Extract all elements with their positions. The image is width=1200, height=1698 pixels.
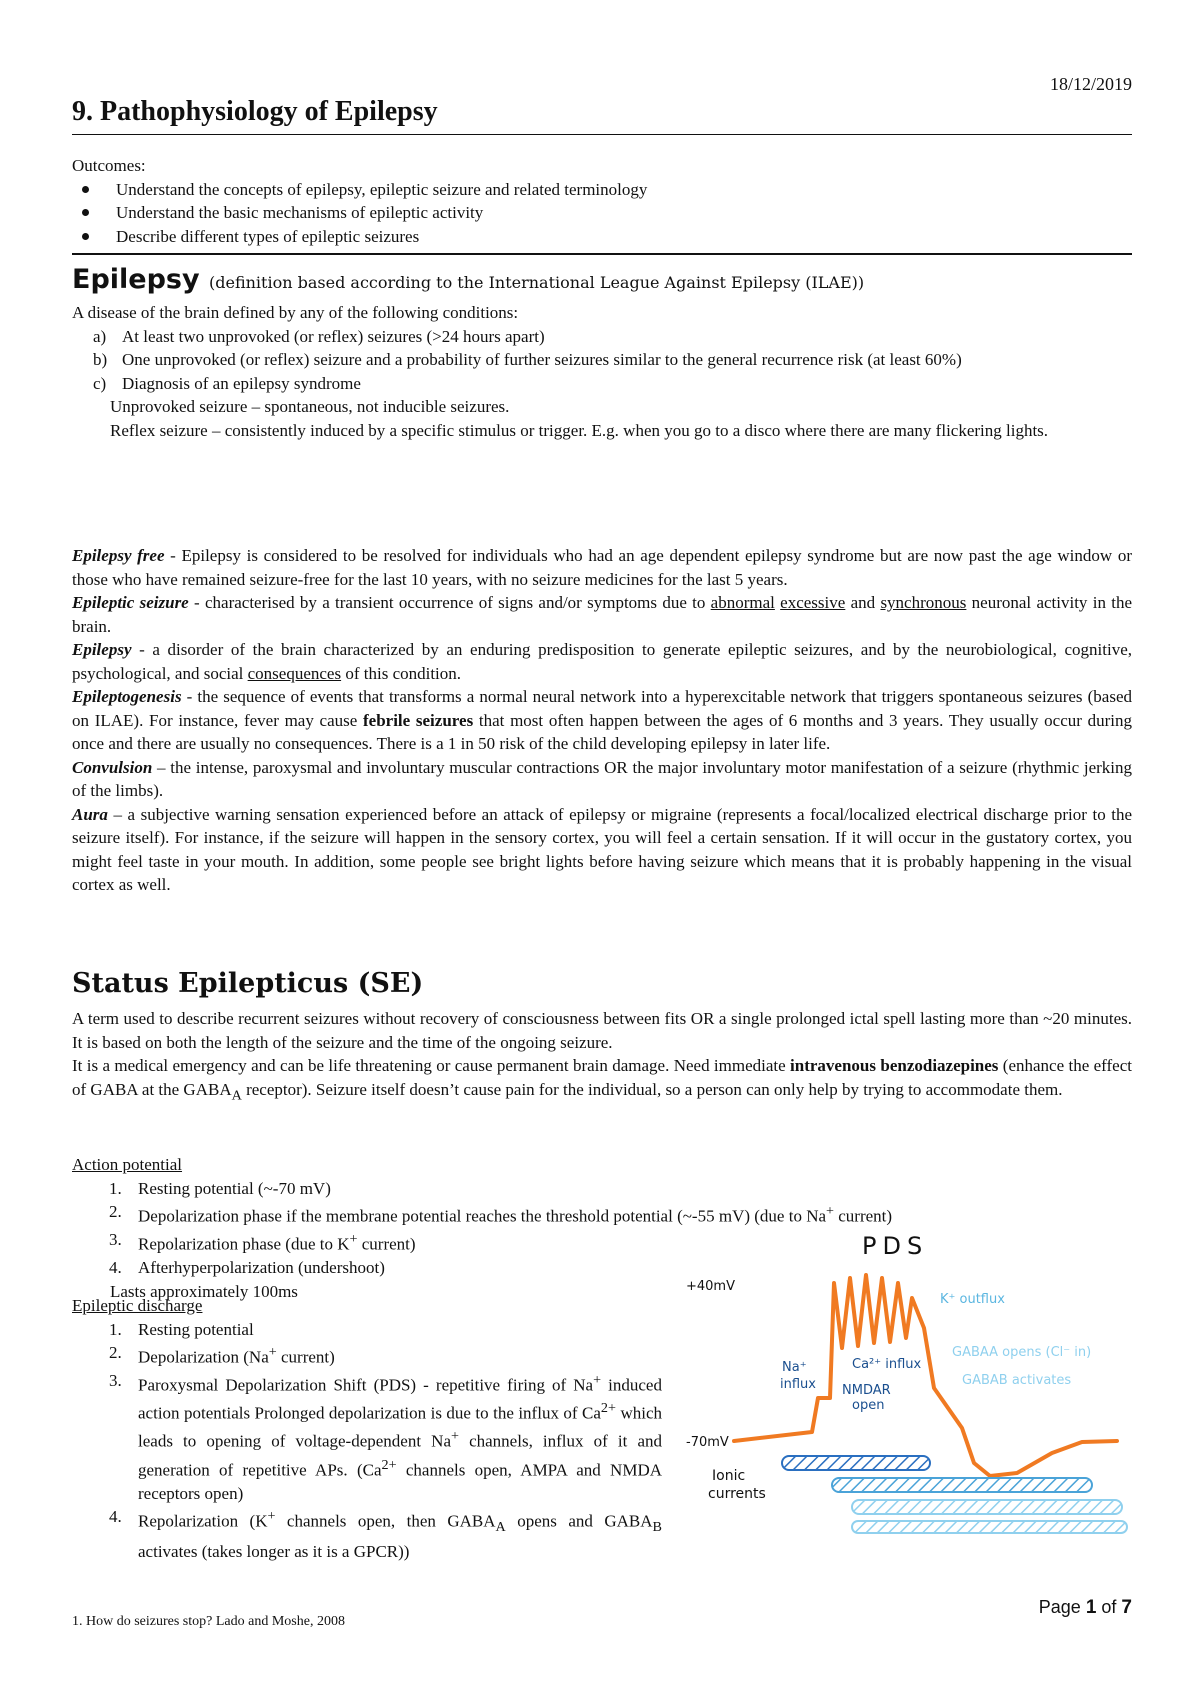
k-current-bar: [832, 1478, 1092, 1492]
definition-convulsion: Convulsion – the intense, paroxysmal and involuntary muscular contractions OR the major involuntary motor manifestation of a seizure (rhythmic jerking of the limbs).: [72, 757, 1132, 800]
pds-diagram: [672, 1228, 1132, 1588]
k-outflux-label: K⁺ outflux: [940, 1292, 1005, 1307]
na-current-bar: [782, 1456, 930, 1470]
status-paragraph-1: A term used to describe recurrent seizures without recovery of consciousness between fits OR a single prolonged ictal spell lasting more than ~20 minutes. It is based on both the length of the seizure and the time of the ongoing seizure.: [72, 1009, 1132, 1052]
discharge-item: 3. Paroxysmal Depolarization Shift (PDS) - repetitive firing of Na+ induced action potentials Prolonged depolarization is due to the influx of $Ca^{2+}$ which leads to opening of voltage-dependent Na+ channels, influx of it and generation of repetitive APs. ($Ca^{2+}$ channels open, AMPA and NMDA receptors open): [109, 1371, 662, 1503]
ap-item: 1. Resting potential (~-70 mV): [109, 1178, 331, 1198]
outcomes-section: [72, 154, 1132, 248]
voltage-rest-label: -70mV: [686, 1435, 729, 1450]
gabab-label: GABAB activates: [962, 1373, 1072, 1388]
ap-item: 3. Repolarization phase (due to K+ current): [109, 1230, 416, 1254]
definition-epilepsy: Epilepsy - a disorder of the brain characterized by an enduring predisposition to generate epileptic seizures, and by the neurobiological, cognitive, psychological, and social consequences of this condition.: [72, 640, 1132, 683]
conditions-list: [72, 325, 1132, 396]
na-influx-label-2: influx: [780, 1377, 816, 1392]
condition-item: b) One unprovoked (or reflex) seizure and a probability of further seizures similar to the general recurrence risk (at least 60%): [93, 350, 962, 369]
discharge-heading: Epileptic discharge: [72, 1296, 203, 1315]
outcome-item: Describe different types of epileptic seizures: [72, 225, 1132, 249]
ap-item: 2. Depolarization phase if the membrane potential reaches the threshold potential (~-55 mV) (due to Na+ current): [109, 1202, 893, 1226]
reflex-definition: Reflex seizure – consistently induced by a specific stimulus or trigger. E.g. when you go to a disco where there are many flickering lights.: [110, 420, 1049, 440]
discharge-list: [72, 1318, 662, 1564]
discharge-item: 1. Resting potential: [109, 1319, 254, 1339]
condition-item: a) At least two unprovoked (or reflex) seizures (>24 hours apart): [93, 326, 545, 346]
definition-epileptogenesis: Epileptogenesis - the sequence of events that transforms a normal neural network into a hyperexcitable network that triggers spontaneous seizures (based on ILAE). For instance, fever may cause febrile seizures that most often happen between the ages of 6 months and 3 years. They usually occur during once and there are usually no consequences. There is a 1 in 50 risk of the child developing epilepsy in later life.: [72, 687, 1132, 753]
definition-epilepsy-free: Epilepsy free - Epilepsy is considered to be resolved for individuals who had an age dependent epilepsy syndrome but are now past the age window or those who have remained seizure-free for the last 10 years, with no seizure medicines for the last 5 years.: [72, 546, 1132, 589]
ca-influx-label: Ca²⁺ influx: [852, 1357, 922, 1372]
nmdar-label: NMDAR: [842, 1383, 891, 1398]
outcome-item: Understand the concepts of epilepsy, epileptic seizure and related terminology: [72, 178, 1132, 202]
outcomes-label: Outcomes:: [72, 156, 146, 175]
epilepsy-intro: A disease of the brain defined by any of the following conditions:: [72, 303, 519, 322]
ionic-label: Ionic: [712, 1468, 746, 1484]
epilepsy-section: [72, 262, 1132, 442]
definitions-block: [72, 544, 1132, 897]
footnote: 1. How do seizures stop? Lado and Moshe, 2008: [72, 1614, 345, 1629]
ap-duration: Lasts approximately 100ms: [110, 1281, 298, 1301]
ionic-currents-label: currents: [708, 1486, 766, 1502]
gabaa-label: GABAA opens (Cl⁻ in): [952, 1345, 1092, 1360]
section-divider: [72, 253, 1132, 255]
outcomes-list: [72, 178, 1132, 249]
nmdar-open-label: open: [852, 1398, 885, 1413]
gaba-current-bar: [852, 1500, 1122, 1514]
discharge-item: 2. Depolarization (Na+ current): [109, 1343, 335, 1367]
epilepsy-heading: Epilepsy (definition based according to the International League Against Epilepsy (ILAE)): [72, 264, 865, 295]
condition-item: c) Diagnosis of an epilepsy syndrome: [93, 373, 361, 393]
status-paragraph-2: It is a medical emergency and can be life threatening or cause permanent brain damage. Need immediate intravenous benzodiazepines (enhance the effect of GABA at the $GABA_A$ receptor). Seizure itself doesn’t cause pain for the individual, so a person can only help by trying to accommodate them.: [72, 1056, 1132, 1103]
definition-aura: Aura – a subjective warning sensation experienced before an attack of epilepsy or migraine (represents a focal/localized electrical discharge prior to the seizure itself). For instance, if the seizure will happen in the sensory cortex, you will feel a certain sensation. If it will occur in the gustatory cortex, you might feel taste in your mouth. In addition, some people see bright lights before having seizure which means that it is probably happening in the visual cortex as well.: [72, 804, 1132, 894]
outcome-item: Understand the basic mechanisms of epileptic activity: [72, 201, 1132, 225]
document-date: 18/12/2019: [1049, 74, 1132, 94]
status-section: [72, 1007, 1132, 1107]
gabab-current-bar: [852, 1521, 1127, 1533]
page-title: 9. Pathophysiology of Epilepsy: [72, 96, 1132, 135]
discharge-item: 4. Repolarization (K+ channels open, then $GABA_A$ opens and $GABA_B$ activates (takes longer as it is a GPCR)): [109, 1507, 662, 1561]
unprovoked-definition: Unprovoked seizure – spontaneous, not inducible seizures.: [110, 397, 510, 416]
status-heading: Status Epilepticus (SE): [72, 968, 424, 999]
voltage-top-label: +40mV: [686, 1279, 735, 1294]
ap-item: 4. Afterhyperpolarization (undershoot): [109, 1258, 385, 1278]
pds-title: PDS: [862, 1232, 929, 1260]
na-influx-label: Na⁺: [782, 1360, 807, 1375]
discharge-section: [72, 1294, 662, 1563]
document-page: [72, 0, 1132, 1698]
definition-epileptic-seizure: Epileptic seizure - characterised by a transient occurrence of signs and/or symptoms due to abnormal excessive and synchronous neuronal activity in the brain.: [72, 593, 1132, 636]
action-potential-heading: Action potential: [72, 1155, 183, 1174]
page-number: Page 1 of 7: [1038, 1597, 1132, 1618]
